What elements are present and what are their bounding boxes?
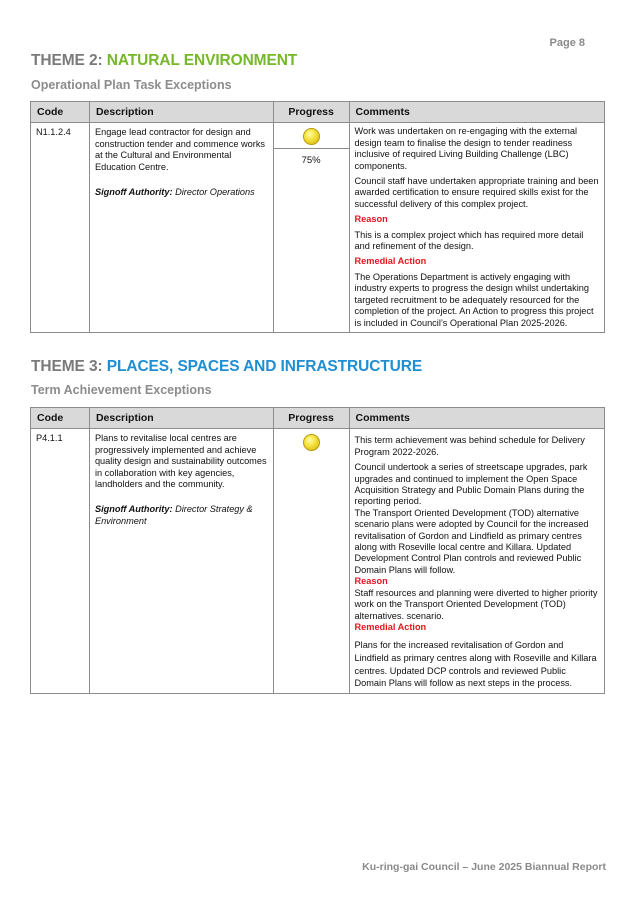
header-progress: Progress [273, 408, 349, 429]
page-number: Page 8 [549, 37, 585, 49]
row-description-cell [89, 123, 273, 333]
row-code: N1.1.2.4 [31, 123, 90, 333]
reason-label: Reason [354, 214, 388, 225]
yellow-status-light-icon [303, 434, 320, 451]
theme2-prefix: THEME 2: [31, 52, 103, 69]
table-row [31, 123, 605, 333]
row-code: P4.1.1 [31, 429, 90, 693]
remedial-action-text: The Operations Department is actively engaging with industry experts to progress the design whilst undertaking targeted recruitment to be adequately resourced for the completion of the project. An Action to progress this project is included in Council’s Operational Plan 2025-2026. [354, 271, 594, 328]
header-comments: Comments [349, 102, 604, 123]
header-description: Description [89, 102, 273, 123]
row-description-cell [89, 429, 273, 693]
yellow-status-light-icon [303, 128, 320, 145]
theme3-title: PLACES, SPACES AND INFRASTRUCTURE [106, 358, 423, 375]
reason-text: This is a complex project which has required more detail and refinement of the design. [354, 229, 584, 252]
header-comments: Comments [349, 408, 604, 429]
header-code: Code [31, 102, 90, 123]
comment-paragraph: Council undertook a series of streetscape upgrades, park upgrades and continued to implement the Open Space Acquisition Strategy and Public Domain Plans during the reporting period. [354, 462, 588, 507]
remedial-action-text: Plans for the increased revitalisation of Gordon and Lindfield as primary centres along with Roseville and Killara centres. Updated DCP controls and reviewed Public Domain Plans will follow as next steps in the process. [354, 640, 597, 689]
theme2-title: NATURAL ENVIRONMENT [106, 52, 298, 69]
theme3-exceptions-table [30, 407, 605, 694]
footer-report-title: Ku-ring-gai Council – June 2025 Biannual Report [362, 861, 606, 873]
theme2-heading [31, 52, 297, 70]
signoff-label: Signoff Authority: [94, 504, 173, 515]
row-progress-value: 75% [301, 155, 321, 167]
signoff-value: Director Strategy & Environment [94, 504, 253, 526]
header-description: Description [89, 408, 273, 429]
table-header-row [31, 408, 605, 429]
reason-label: Reason [354, 576, 388, 587]
theme3-heading [31, 358, 422, 376]
remedial-action-label: Remedial Action [354, 621, 427, 632]
row-comments-cell [349, 429, 604, 693]
row-description: Engage lead contractor for design and construction tender and commence works at the Cultural and Environmental Education Centre. [94, 127, 266, 172]
theme2-subheading: Operational Plan Task Exceptions [31, 78, 232, 92]
row-progress-cell [273, 429, 349, 693]
row-comments-cell [349, 123, 604, 333]
signoff-label: Signoff Authority: [94, 187, 173, 198]
reason-text: Staff resources and planning were diverted to higher priority work on the Transport Oriented Development (TOD) alternatives. scenario. [354, 587, 598, 621]
theme2-exceptions-table [30, 101, 605, 333]
header-progress: Progress [273, 102, 349, 123]
row-progress-cell [273, 123, 349, 333]
table-row [31, 429, 605, 693]
comment-paragraph: The Transport Oriented Development (TOD) alternative scenario plans were adopted by Council for the increased revitalisation of Gordon and Lindfield as primary centres along with Roseville local centre and Killara. Updated Development Control Plan controls and reviewed Public Domain Plans will follow. [354, 507, 589, 575]
table-header-row [31, 102, 605, 123]
remedial-action-label: Remedial Action [354, 256, 427, 267]
signoff-authority [95, 187, 268, 198]
theme3-prefix: THEME 3: [31, 358, 103, 375]
comment-paragraph: This term achievement was behind schedule for Delivery Program 2022-2026. [354, 435, 585, 457]
theme3-subheading: Term Achievement Exceptions [31, 383, 212, 397]
signoff-authority [95, 504, 268, 527]
comment-paragraph: Council staff have undertaken appropriate training and been awarded certification to ensure required skills exist for the successful delivery of this complex project. [354, 176, 599, 209]
signoff-value: Director Operations [175, 187, 255, 198]
header-code: Code [31, 408, 90, 429]
row-description: Plans to revitalise local centres are progressively implemented and achieve quality design and sustainability outcomes in collaboration with key agencies, landholders and the community. [94, 433, 267, 490]
comment-paragraph: Work was undertaken on re-engaging with the external design team to finalise the design to tender readiness inclusive of required Living Building Challenge (LBC) components. [354, 126, 578, 171]
